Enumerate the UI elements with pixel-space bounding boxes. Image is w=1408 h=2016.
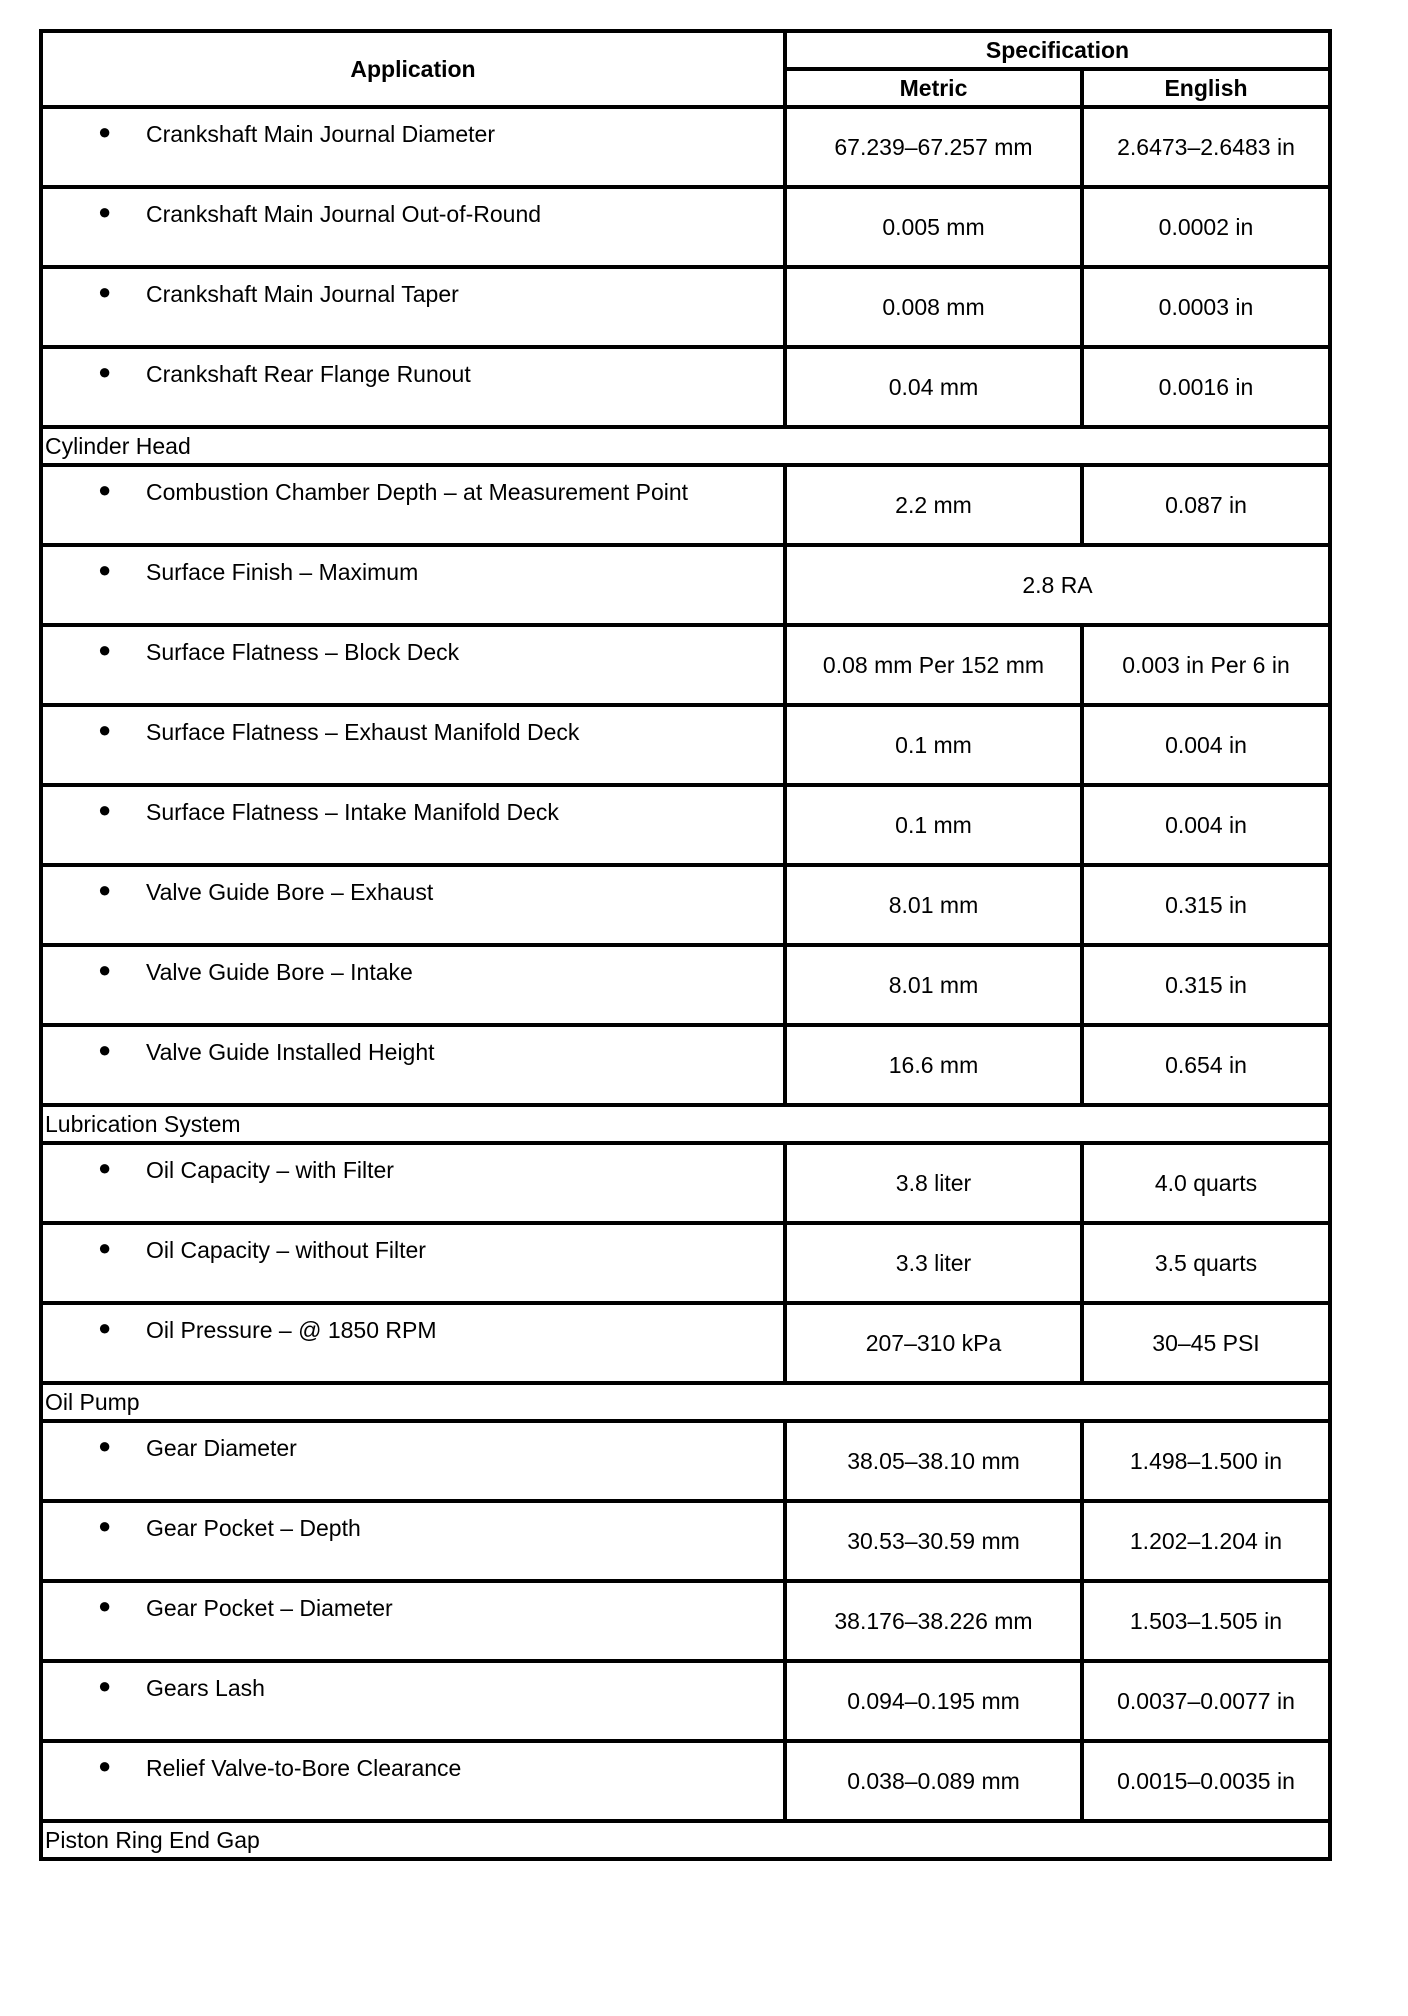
english-cell: 2.6473–2.6483 in: [1082, 107, 1330, 187]
table-row: [41, 865, 1330, 945]
metric-cell: 0.08 mm Per 152 mm: [785, 625, 1082, 705]
english-cell: 0.654 in: [1082, 1025, 1330, 1105]
application-label: Valve Guide Bore – Intake: [146, 959, 413, 985]
application-label: Surface Finish – Maximum: [146, 559, 419, 585]
bullet-icon: ●: [98, 1235, 112, 1260]
bullet-icon: ●: [98, 199, 112, 224]
application-label: Oil Capacity – without Filter: [146, 1237, 426, 1263]
table-row: [41, 1303, 1330, 1383]
english-cell: 1.202–1.204 in: [1082, 1501, 1330, 1581]
header-application: Application: [41, 31, 785, 107]
table-row: [41, 1501, 1330, 1581]
application-cell: [41, 1303, 785, 1383]
application-cell: [41, 945, 785, 1025]
english-cell: 0.315 in: [1082, 945, 1330, 1025]
application-label: Oil Pressure – @ 1850 RPM: [146, 1317, 437, 1343]
bullet-icon: ●: [98, 877, 112, 902]
section-row: [41, 1821, 1330, 1859]
application-label: Surface Flatness – Exhaust Manifold Deck: [146, 719, 580, 745]
bullet-icon: ●: [98, 1315, 112, 1340]
section-label: Piston Ring End Gap: [41, 1821, 1330, 1859]
application-cell: [41, 1421, 785, 1501]
application-cell: [41, 705, 785, 785]
application-cell: [41, 785, 785, 865]
application-cell: [41, 1661, 785, 1741]
english-cell: 0.0015–0.0035 in: [1082, 1741, 1330, 1821]
bullet-icon: ●: [98, 1673, 112, 1698]
table-row: [41, 347, 1330, 427]
application-label: Oil Capacity – with Filter: [146, 1157, 394, 1183]
bullet-icon: ●: [98, 797, 112, 822]
metric-cell: 0.1 mm: [785, 785, 1082, 865]
bullet-icon: ●: [98, 717, 112, 742]
metric-cell: 8.01 mm: [785, 865, 1082, 945]
bullet-icon: ●: [98, 1593, 112, 1618]
metric-cell: 38.05–38.10 mm: [785, 1421, 1082, 1501]
application-cell: [41, 267, 785, 347]
bullet-icon: ●: [98, 279, 112, 304]
header-specification: Specification: [785, 31, 1330, 69]
application-label: Crankshaft Main Journal Out-of-Round: [146, 201, 542, 227]
bullet-icon: ●: [98, 1513, 112, 1538]
section-row: [41, 427, 1330, 465]
application-cell: [41, 625, 785, 705]
english-cell: 30–45 PSI: [1082, 1303, 1330, 1383]
section-row: [41, 1105, 1330, 1143]
application-label: Surface Flatness – Block Deck: [146, 639, 460, 665]
table-row: [41, 1661, 1330, 1741]
english-cell: 1.498–1.500 in: [1082, 1421, 1330, 1501]
table-row: [41, 705, 1330, 785]
english-cell: 0.003 in Per 6 in: [1082, 625, 1330, 705]
table-row: [41, 267, 1330, 347]
english-cell: 0.0002 in: [1082, 187, 1330, 267]
bullet-icon: ●: [98, 477, 112, 502]
metric-cell: 67.239–67.257 mm: [785, 107, 1082, 187]
english-cell: 0.0037–0.0077 in: [1082, 1661, 1330, 1741]
english-cell: 0.004 in: [1082, 785, 1330, 865]
table-row: [41, 785, 1330, 865]
spec-table: [39, 29, 1332, 1861]
application-label: Gear Pocket – Depth: [146, 1515, 361, 1541]
metric-cell: 0.094–0.195 mm: [785, 1661, 1082, 1741]
table-row: [41, 465, 1330, 545]
application-cell: [41, 1223, 785, 1303]
metric-cell: 2.2 mm: [785, 465, 1082, 545]
application-cell: [41, 1501, 785, 1581]
table-row: [41, 945, 1330, 1025]
application-cell: [41, 865, 785, 945]
english-cell: 0.087 in: [1082, 465, 1330, 545]
table-row: [41, 1143, 1330, 1223]
table-row: [41, 1741, 1330, 1821]
application-label: Crankshaft Rear Flange Runout: [146, 361, 471, 387]
application-cell: [41, 347, 785, 427]
section-label: Oil Pump: [41, 1383, 1330, 1421]
application-label: Surface Flatness – Intake Manifold Deck: [146, 799, 559, 825]
metric-cell: 30.53–30.59 mm: [785, 1501, 1082, 1581]
metric-cell: 0.008 mm: [785, 267, 1082, 347]
spec-body: [41, 107, 1330, 1859]
metric-cell: 3.3 liter: [785, 1223, 1082, 1303]
application-label: Gear Pocket – Diameter: [146, 1595, 393, 1621]
application-label: Relief Valve-to-Bore Clearance: [146, 1755, 462, 1781]
application-label: Combustion Chamber Depth – at Measurement Point: [146, 479, 689, 505]
table-row: [41, 187, 1330, 267]
table-row: [41, 545, 1330, 625]
application-cell: [41, 1581, 785, 1661]
header-english: English: [1082, 69, 1330, 107]
application-cell: [41, 107, 785, 187]
application-cell: [41, 1025, 785, 1105]
application-cell: [41, 545, 785, 625]
application-cell: [41, 465, 785, 545]
table-row: [41, 1421, 1330, 1501]
metric-cell: 0.1 mm: [785, 705, 1082, 785]
bullet-icon: ●: [98, 1753, 112, 1778]
application-cell: [41, 1143, 785, 1223]
table-row: [41, 1025, 1330, 1105]
application-label: Crankshaft Main Journal Taper: [146, 281, 459, 307]
english-cell: 0.004 in: [1082, 705, 1330, 785]
table-row: [41, 107, 1330, 187]
bullet-icon: ●: [98, 557, 112, 582]
table-row: [41, 1581, 1330, 1661]
application-label: Valve Guide Bore – Exhaust: [146, 879, 434, 905]
english-cell: 0.0003 in: [1082, 267, 1330, 347]
english-cell: 0.0016 in: [1082, 347, 1330, 427]
application-label: Gears Lash: [146, 1675, 265, 1701]
bullet-icon: ●: [98, 957, 112, 982]
bullet-icon: ●: [98, 1155, 112, 1180]
metric-cell: 0.04 mm: [785, 347, 1082, 427]
metric-cell: 8.01 mm: [785, 945, 1082, 1025]
application-cell: [41, 187, 785, 267]
application-label: Crankshaft Main Journal Diameter: [146, 121, 495, 147]
table-row: [41, 1223, 1330, 1303]
metric-cell: 16.6 mm: [785, 1025, 1082, 1105]
bullet-icon: ●: [98, 119, 112, 144]
section-label: Cylinder Head: [41, 427, 1330, 465]
metric-cell: 3.8 liter: [785, 1143, 1082, 1223]
metric-cell: 0.005 mm: [785, 187, 1082, 267]
metric-cell: 0.038–0.089 mm: [785, 1741, 1082, 1821]
specification-cell: 2.8 RA: [785, 545, 1330, 625]
english-cell: 3.5 quarts: [1082, 1223, 1330, 1303]
section-label: Lubrication System: [41, 1105, 1330, 1143]
application-cell: [41, 1741, 785, 1821]
section-row: [41, 1383, 1330, 1421]
english-cell: 0.315 in: [1082, 865, 1330, 945]
header-metric: Metric: [785, 69, 1082, 107]
english-cell: 1.503–1.505 in: [1082, 1581, 1330, 1661]
bullet-icon: ●: [98, 1037, 112, 1062]
bullet-icon: ●: [98, 637, 112, 662]
application-label: Valve Guide Installed Height: [146, 1039, 435, 1065]
bullet-icon: ●: [98, 359, 112, 384]
application-label: Gear Diameter: [146, 1435, 297, 1461]
english-cell: 4.0 quarts: [1082, 1143, 1330, 1223]
metric-cell: 38.176–38.226 mm: [785, 1581, 1082, 1661]
metric-cell: 207–310 kPa: [785, 1303, 1082, 1383]
bullet-icon: ●: [98, 1433, 112, 1458]
table-row: [41, 625, 1330, 705]
